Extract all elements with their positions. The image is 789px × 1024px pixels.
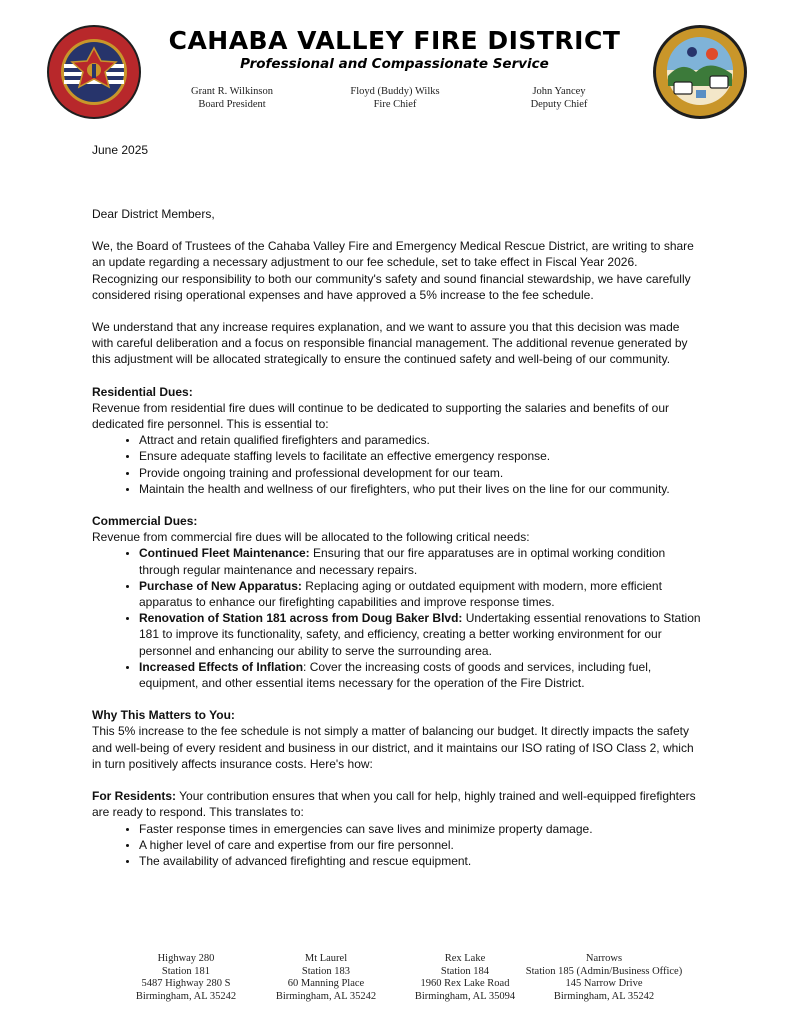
station-city: Birmingham, AL 35094 <box>414 990 516 1002</box>
letter-body <box>92 206 704 885</box>
paragraph-explanation: We understand that any increase requires explanation, and we want to assure you that this decision was made with careful deliberation and a focus on responsible financial management. The additional revenue generated by this adjustment will be allocated strategically to ensure the continued safety and well-being of our community. <box>92 320 688 367</box>
station-address: 5487 Highway 280 S <box>141 978 231 989</box>
commercial-list <box>92 545 704 691</box>
why-paragraph: This 5% increase to the fee schedule is not simply a matter of balancing our budget. It directly impacts the safety and well-being of every resident and business in our district, and it maintains our ISO rating of ISO Class 2, which in turn positively affects insurance costs. Here's how: <box>92 724 694 771</box>
district-title: CAHABA VALLEY FIRE DISTRICT <box>168 26 621 55</box>
commercial-heading: Commercial Dues: <box>92 514 198 529</box>
officer-role: Board President <box>198 99 266 110</box>
item-label: Renovation of Station 181 across from Doug Baker Blvd: <box>139 611 463 626</box>
officer-name: John Yancey <box>532 86 586 97</box>
list-item: • Provide ongoing training and professional development for our team. <box>139 465 704 481</box>
item-label: Purchase of New Apparatus: <box>139 578 302 593</box>
list-item: • Ensure adequate staffing levels to facilitate an effective emergency response. <box>139 448 704 464</box>
residents-list <box>92 821 704 870</box>
list-item: • A higher level of care and expertise from our fire personnel. <box>139 837 704 853</box>
residential-list <box>92 432 704 497</box>
list-item: • Maintain the health and wellness of our firefighters, who put their lives on the line for our community. <box>139 481 704 497</box>
officer-role: Fire Chief <box>373 99 417 110</box>
list-item <box>139 545 704 577</box>
officer-fire-chief <box>315 85 475 111</box>
greeting: Dear District Members, <box>92 207 215 221</box>
item-label: Continued Fleet Maintenance: <box>139 546 310 561</box>
item-label: Increased Effects of Inflation <box>139 659 304 674</box>
residential-intro: Revenue from residential fire dues will continue to be dedicated to supporting the salaries and benefits of our dedicated fire personnel. This is essential to: <box>92 400 670 432</box>
item-text: : Cover the increasing costs of goods and services, including fuel, equipment, and other essential items necessary for the operation of the Fire District. <box>139 659 652 691</box>
letter-date: June 2025 <box>92 143 149 157</box>
station-area: Highway 280 <box>157 953 215 964</box>
station-address: 145 Narrow Drive <box>565 978 643 989</box>
district-tagline: Professional and Compassionate Service <box>240 56 549 72</box>
list-item <box>139 578 704 610</box>
paragraph-intro: We, the Board of Trustees of the Cahaba Valley Fire and Emergency Medical Rescue District, are writing to share an update regarding a necessary adjustment to our fee schedule, set to take effect in Fiscal Year 2026. Recognizing our responsibility to both our community's safety and sound financial stewardship, we have carefully considered rising operational expenses and have approved a 5% increase to the fee schedule. <box>92 239 694 302</box>
station-address: 60 Manning Place <box>287 978 365 989</box>
footer-station-185 <box>519 953 689 1003</box>
station-number: Station 184 <box>440 965 490 977</box>
residential-heading: Residential Dues: <box>92 384 193 399</box>
station-area: Mt Laurel <box>304 953 348 964</box>
officer-role: Deputy Chief <box>530 99 588 110</box>
list-item: • The availability of advanced firefighting and rescue equipment. <box>139 853 704 869</box>
residents-text: Your contribution ensures that when you call for help, highly trained and well-equipped firefighters are ready to respond. This translates to: <box>92 789 696 820</box>
officer-board-president <box>152 85 312 111</box>
item-text: Ensuring that our fire apparatuses are in optimal working condition through regular maintenance and necessary repairs. <box>139 546 666 577</box>
why-heading: Why This Matters to You: <box>92 708 235 723</box>
station-city: Birmingham, AL 35242 <box>275 990 377 1002</box>
list-item: • Faster response times in emergencies can save lives and minimize property damage. <box>139 821 704 837</box>
station-number: Station 185 (Admin/Business Office) <box>525 965 683 977</box>
officer-name: Floyd (Buddy) Wilks <box>350 86 440 97</box>
station-address: 1960 Rex Lake Road <box>420 978 510 989</box>
station-city: Birmingham, AL 35242 <box>135 990 237 1002</box>
station-area: Rex Lake <box>444 953 486 964</box>
item-text: Undertaking essential renovations to Station 181 to improve its functionality, safety, and efficiency, creating a better working environment for our personnel and enhancing our ability to serve the surrounding area. <box>139 611 701 658</box>
list-item <box>139 659 704 691</box>
item-text: Replacing aging or outdated equipment with modern, more efficient apparatus to enhance our firefighting capabilities and improve response times. <box>139 578 662 610</box>
residents-paragraph <box>92 788 704 820</box>
station-number: Station 181 <box>161 965 211 977</box>
residents-label: For Residents: <box>92 789 177 804</box>
station-number: Station 183 <box>301 965 351 977</box>
list-item <box>139 610 704 659</box>
list-item: • Attract and retain qualified firefighters and paramedics. <box>139 432 704 448</box>
officer-name: Grant R. Wilkinson <box>191 86 273 97</box>
commercial-intro: Revenue from commercial fire dues will be allocated to the following critical needs: <box>92 530 530 545</box>
station-city: Birmingham, AL 35242 <box>553 990 655 1002</box>
officer-deputy-chief <box>479 85 639 111</box>
station-area: Narrows <box>585 953 623 964</box>
